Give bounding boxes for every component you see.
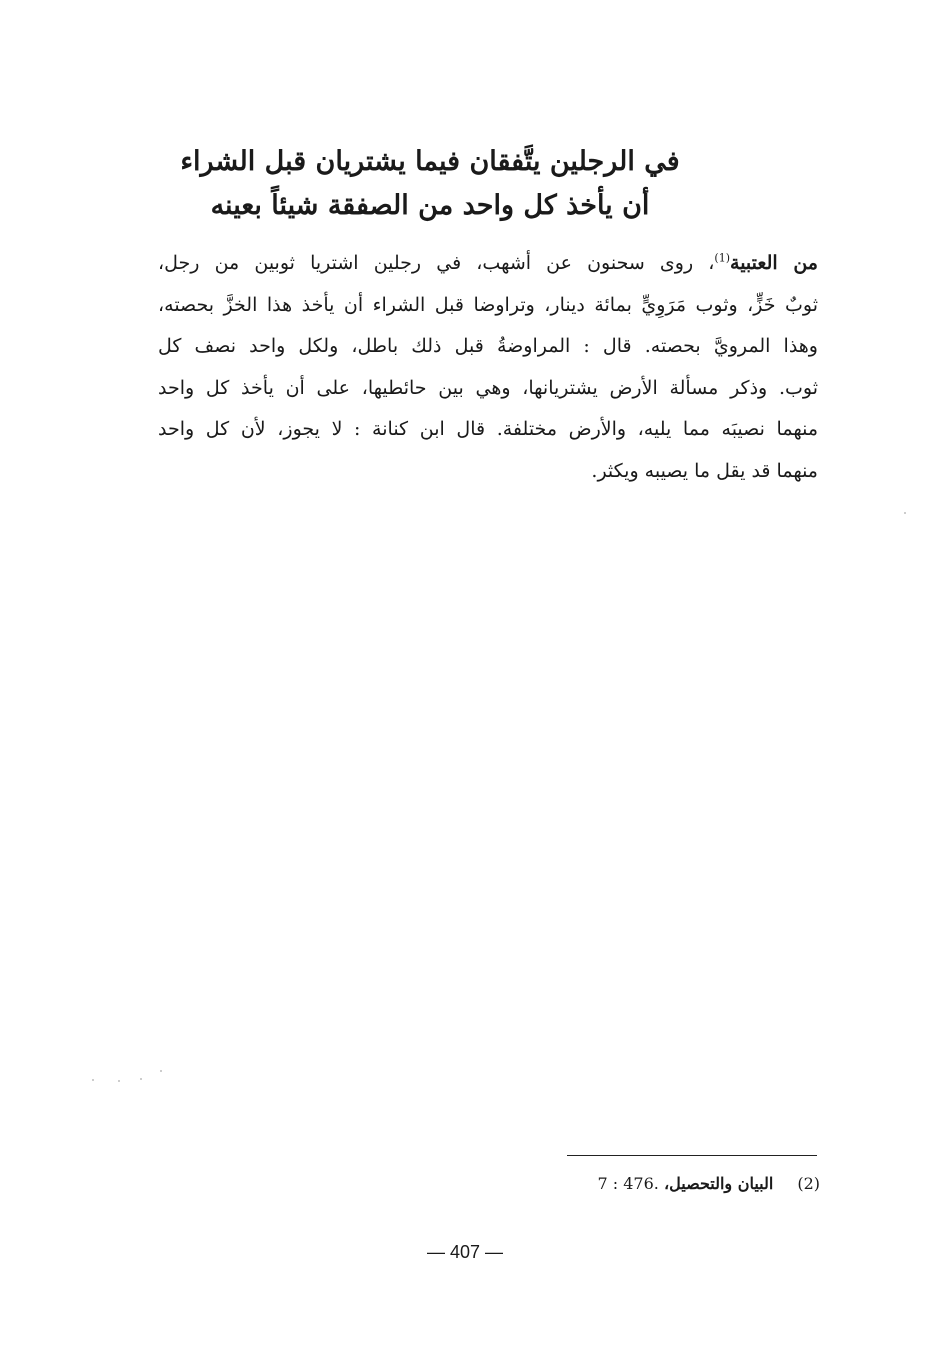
heading-line-1: في الرجلين يتَّفقان فيما يشتريان قبل الشراء	[180, 146, 680, 177]
page-number: — 407 —	[426, 1242, 504, 1262]
scan-speck	[140, 1078, 142, 1080]
footnote	[540, 1172, 820, 1196]
footnote-reference: (1)	[714, 251, 731, 265]
footnote-citation: 7 : 476.	[597, 1174, 659, 1193]
footnote-source: البيان والتحصيل،	[663, 1174, 774, 1193]
scan-speck	[92, 1079, 94, 1081]
section-heading	[150, 140, 710, 228]
body-paragraph	[158, 243, 818, 492]
footnote-divider	[567, 1155, 817, 1156]
body-line-6: منهما قد يقل ما يصيبه ويكثر.	[591, 459, 818, 482]
source-name: من العتبية	[730, 252, 818, 274]
body-line-1-text: ، روى سحنون عن أشهب، في رجلين اشتريا ثوبين من رجل،	[158, 252, 715, 274]
body-line-2: ثوبٌ خَزٍّ، وثوب مَرَوِيٍّ بمائة دينار، وتراوضا قبل الشراء أن يأخذ هذا الخزَّ بحصته،	[158, 293, 818, 316]
footnote-marker: (2)	[797, 1174, 820, 1193]
scan-speck	[904, 512, 906, 514]
body-line-3: وهذا المرويَّ بحصته. قال : المراوضةُ قبل ذلك باطل، ولكل واحد نصف كل	[158, 335, 818, 357]
scan-speck	[160, 1070, 162, 1072]
body-line-5: منهما نصيبَه مما يليه، والأرض مختلفة. قال ابن كنانة : لا يجوز، لأن كل واحد	[158, 418, 818, 440]
scan-speck	[118, 1080, 120, 1082]
heading-line-2: أن يأخذ كل واحد من الصفقة شيئاً بعينه	[210, 190, 650, 221]
body-line-4: ثوب. وذكر مسألة الأرض يشتريانها، وهي بين حائطيها، على أن يأخذ كل واحد	[158, 376, 818, 399]
body-line-1	[158, 243, 818, 285]
